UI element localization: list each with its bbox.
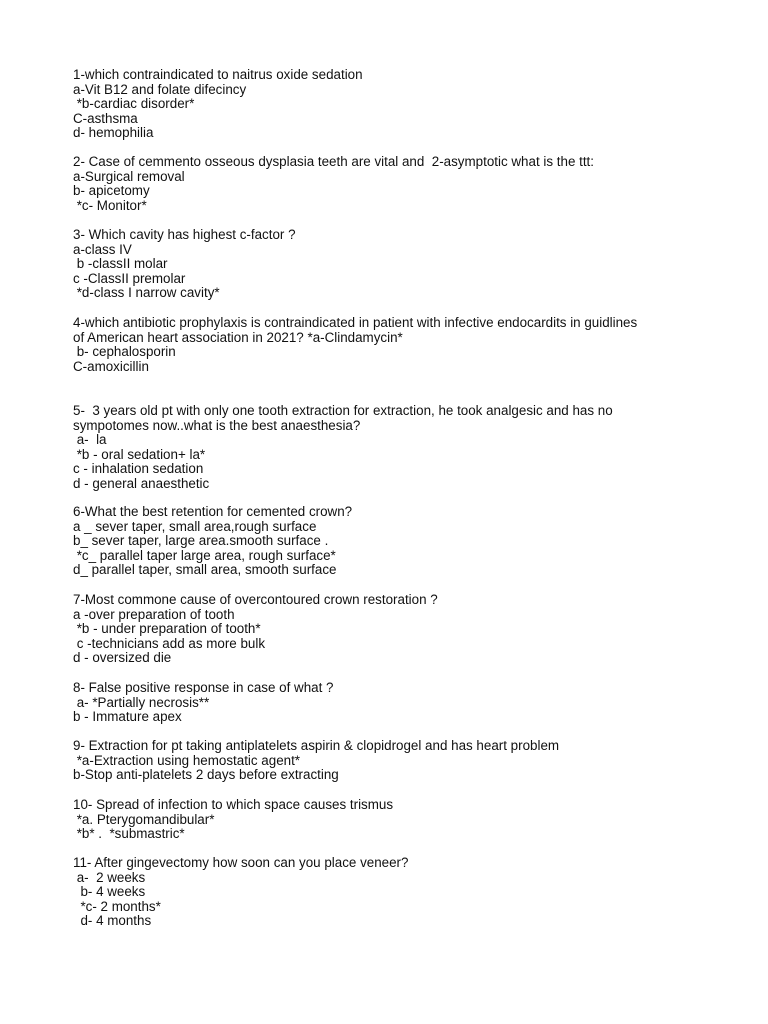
answer-option: d- 4 months (73, 913, 152, 929)
answer-option: a -over preparation of tooth (73, 606, 235, 622)
answer-option: a _ sever taper, small area,rough surface (73, 518, 317, 534)
answer-option: d_ parallel taper, small area, smooth surface (73, 562, 337, 578)
answer-option: C-asthsma (73, 110, 138, 126)
answer-option: b- cephalosporin (73, 344, 176, 360)
question-text: 11- After gingevectomy how soon can you place veneer? (73, 855, 409, 870)
answer-option: a-Surgical removal (73, 168, 185, 184)
answer-option-correct: *c- 2 months* (73, 898, 161, 914)
question-2 (73, 155, 723, 213)
answer-option: a-class IV (73, 241, 132, 257)
answer-option: C-amoxicillin (73, 358, 149, 374)
question-text: sympotomes now..what is the best anaesthesia? (73, 417, 361, 433)
answer-option-correct: *b* . *submastric* (73, 826, 185, 842)
question-10 (73, 798, 723, 842)
question-text: 4-which antibiotic prophylaxis is contraindicated in patient with infective endocardits in guidlines (73, 315, 638, 330)
answer-option: c -ClassII premolar (73, 270, 186, 286)
question-4 (73, 316, 723, 374)
answer-option: b_ sever taper, large area.smooth surface . (73, 533, 329, 549)
question-text: 7-Most commone cause of overcontoured crown restoration ? (73, 592, 438, 607)
answer-option: c -technicians add as more bulk (73, 635, 266, 651)
question-text: 3- Which cavity has highest c-factor ? (73, 227, 296, 242)
answer-option: a- la (73, 432, 107, 448)
answer-option: b -classII molar (73, 256, 168, 272)
answer-option-correct: *c- Monitor* (73, 197, 147, 213)
answer-option: d - oversized die (73, 650, 172, 666)
question-5 (73, 404, 723, 492)
answer-option: a- 2 weeks (73, 869, 146, 885)
answer-option-correct: *b-cardiac disorder* (73, 96, 195, 112)
answer-option-correct: *c_ parallel taper large area, rough surface* (73, 547, 336, 563)
question-7 (73, 593, 723, 666)
question-text: 1-which contraindicated to naitrus oxide sedation (73, 67, 363, 82)
question-3 (73, 228, 723, 301)
answer-option: c - inhalation sedation (73, 461, 204, 477)
question-text: 9- Extraction for pt taking antiplatelets aspirin & clopidrogel and has heart problem (73, 738, 560, 753)
question-text: of American heart association in 2021? *a-Clindamycin* (73, 329, 403, 345)
question-8 (73, 681, 723, 725)
answer-option: a-Vit B12 and folate difecincy (73, 81, 247, 97)
answer-option: d- hemophilia (73, 125, 154, 141)
question-6 (73, 505, 723, 578)
answer-option: b- 4 weeks (73, 884, 146, 900)
question-text: 2- Case of cemmento osseous dysplasia teeth are vital and 2-asymptotic what is the ttt: (73, 154, 594, 169)
answer-option: b - Immature apex (73, 709, 182, 725)
answer-option-correct: *a. Pterygomandibular* (73, 811, 215, 827)
answer-option-correct: *b - under preparation of tooth* (73, 621, 261, 637)
question-9 (73, 739, 723, 783)
question-text: 10- Spread of infection to which space causes trismus (73, 797, 394, 812)
question-text: 8- False positive response in case of what ? (73, 680, 334, 695)
answer-option-correct: *a-Extraction using hemostatic agent* (73, 752, 301, 768)
question-1 (73, 68, 723, 141)
answer-option: b-Stop anti-platelets 2 days before extracting (73, 767, 339, 783)
answer-option: d - general anaesthetic (73, 475, 210, 491)
answer-option-correct: a- *Partially necrosis** (73, 694, 210, 710)
question-text: 6-What the best retention for cemented crown? (73, 504, 353, 519)
answer-option-correct: *d-class I narrow cavity* (73, 285, 220, 301)
answer-option-correct: *b - oral sedation+ la* (73, 446, 206, 462)
question-text: 5- 3 years old pt with only one tooth extraction for extraction, he took analgesic and has no (73, 403, 613, 418)
question-11 (73, 856, 723, 929)
answer-option: b- apicetomy (73, 183, 150, 199)
